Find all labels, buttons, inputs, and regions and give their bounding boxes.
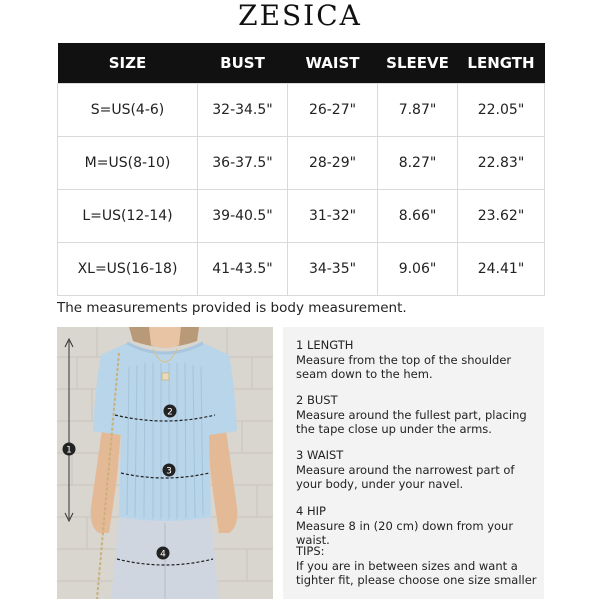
cell-length: 22.05" xyxy=(458,84,545,137)
svg-text:4: 4 xyxy=(160,549,166,560)
header-bust: BUST xyxy=(198,43,288,84)
guide-bust xyxy=(296,393,542,437)
model-illustration xyxy=(57,327,273,599)
cell-sleeve: 9.06" xyxy=(378,243,458,296)
cell-length: 24.41" xyxy=(458,243,545,296)
cell-size: XL=US(16-18) xyxy=(58,243,198,296)
guide-description: If you are in between sizes and want a tighter fit, please choose one size smaller xyxy=(296,558,537,587)
measurement-note: The measurements provided is body measurement. xyxy=(57,300,407,316)
cell-sleeve: 8.27" xyxy=(378,137,458,190)
marker-1 xyxy=(63,443,76,456)
guide-waist xyxy=(296,448,542,492)
table-header-row xyxy=(58,43,545,84)
cell-length: 22.83" xyxy=(458,137,545,190)
header-waist: WAIST xyxy=(288,43,378,84)
cell-size: L=US(12-14) xyxy=(58,190,198,243)
guide-title: 1 LENGTH xyxy=(296,338,354,352)
size-chart-table xyxy=(57,43,545,296)
table-row xyxy=(58,84,545,137)
cell-waist: 34-35" xyxy=(288,243,378,296)
header-size: SIZE xyxy=(58,43,198,84)
cell-bust: 41-43.5" xyxy=(198,243,288,296)
guide-title: 4 HIP xyxy=(296,504,326,518)
marker-4 xyxy=(157,547,170,560)
guide-description: Measure around the fullest part, placing the tape close up under the arms. xyxy=(296,407,527,436)
guide-description: Measure from the top of the shoulder seam down to the hem. xyxy=(296,352,512,381)
table-row xyxy=(58,243,545,296)
guide-tips xyxy=(296,544,542,588)
cell-waist: 28-29" xyxy=(288,137,378,190)
cell-bust: 39-40.5" xyxy=(198,190,288,243)
guide-title: TIPS: xyxy=(296,544,325,558)
svg-text:1: 1 xyxy=(66,445,72,456)
cell-waist: 26-27" xyxy=(288,84,378,137)
guide-length xyxy=(296,338,542,382)
measurement-guide xyxy=(283,327,544,599)
marker-2 xyxy=(164,405,177,418)
cell-bust: 32-34.5" xyxy=(198,84,288,137)
guide-description: Measure 8 in (20 cm) down from your waist. xyxy=(296,518,514,547)
guide-title: 2 BUST xyxy=(296,393,338,407)
guide-title: 3 WAIST xyxy=(296,448,344,462)
table-row xyxy=(58,137,545,190)
cell-sleeve: 8.66" xyxy=(378,190,458,243)
model-photo xyxy=(57,327,273,599)
svg-text:2: 2 xyxy=(167,407,173,418)
cell-size: M=US(8-10) xyxy=(58,137,198,190)
svg-text:3: 3 xyxy=(166,466,172,477)
cell-waist: 31-32" xyxy=(288,190,378,243)
brand-logo: ZESICA xyxy=(238,0,362,32)
cell-sleeve: 7.87" xyxy=(378,84,458,137)
table-row xyxy=(58,190,545,243)
guide-description: Measure around the narrowest part of your body, under your navel. xyxy=(296,462,515,491)
header-sleeve: SLEEVE xyxy=(378,43,458,84)
header-length: LENGTH xyxy=(458,43,545,84)
cell-size: S=US(4-6) xyxy=(58,84,198,137)
cell-length: 23.62" xyxy=(458,190,545,243)
marker-3 xyxy=(163,464,176,477)
guide-hip xyxy=(296,504,542,548)
cell-bust: 36-37.5" xyxy=(198,137,288,190)
